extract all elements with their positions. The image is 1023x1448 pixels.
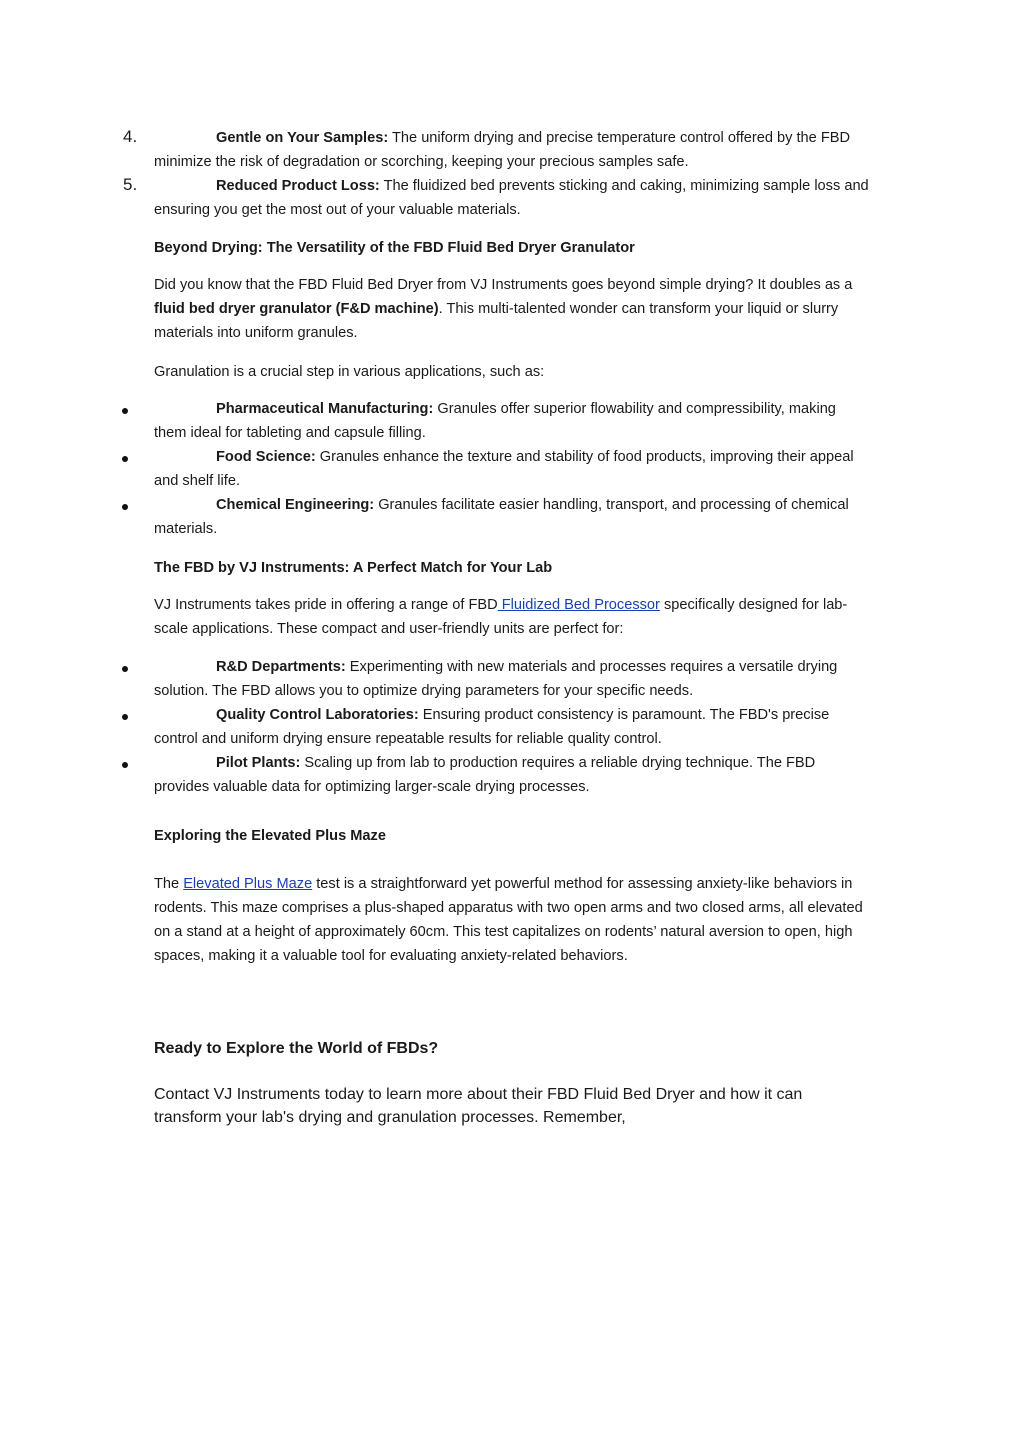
paragraph-text: The <box>154 876 184 892</box>
bullet-list-item <box>154 751 870 799</box>
bullet-list-item <box>154 445 870 493</box>
list-item-title: Pilot Plants: <box>216 755 301 771</box>
section-heading: Beyond Drying: The Versatility of the FBD Fluid Bed Dryer Granulator <box>154 240 635 256</box>
list-item-title: R&D Departments: <box>216 659 346 675</box>
numbered-list-item <box>154 126 870 174</box>
elevated-plus-maze-link[interactable]: Elevated Plus Maze <box>183 876 313 892</box>
paragraph <box>154 593 870 641</box>
list-item-title: Chemical Engineering: <box>216 497 375 513</box>
bullet-marker <box>122 714 128 720</box>
list-item-title: Pharmaceutical Manufacturing: <box>216 401 434 417</box>
bullet-marker <box>122 456 128 462</box>
paragraph-bold: fluid bed dryer granulator (F&D machine) <box>154 301 439 317</box>
list-item-text: Experimenting with new materials and processes requires a versatile drying solution. The FBD allows you to optimize drying parameters for your specific needs. <box>154 659 838 699</box>
bullet-marker <box>122 408 128 414</box>
bullet-marker <box>122 504 128 510</box>
list-item-text: Granules offer superior flowability and compressibility, making them ideal for tableting and capsule filling. <box>154 401 836 441</box>
bullet-marker <box>122 666 128 672</box>
section-heading: Exploring the Elevated Plus Maze <box>154 828 386 844</box>
list-item-text: The uniform drying and precise temperature control offered by the FBD minimize the risk of degradation or scorching, keeping your precious samples safe. <box>154 130 851 170</box>
bullet-list-item <box>154 397 870 445</box>
list-item-text: Scaling up from lab to production requires a reliable drying technique. The FBD provides valuable data for optimizing larger-scale drying processes. <box>154 755 816 795</box>
section-heading: The FBD by VJ Instruments: A Perfect Match for Your Lab <box>154 560 553 576</box>
section-heading: Ready to Explore the World of FBDs? <box>154 1040 439 1057</box>
bullet-list-item <box>154 655 870 703</box>
bullet-list-item <box>154 703 870 751</box>
paragraph: Contact VJ Instruments today to learn more about their FBD Fluid Bed Dryer and how it can transform your lab's drying and granulation processes. Remember, <box>154 1086 803 1126</box>
bullet-list-item <box>154 493 870 541</box>
list-item-text: Granules enhance the texture and stability of food products, improving their appeal and shelf life. <box>154 449 854 489</box>
paragraph-text: VJ Instruments takes pride in offering a range of FBD <box>154 597 498 613</box>
paragraph <box>154 273 870 345</box>
numbered-list-item <box>154 174 870 222</box>
list-item-title: Gentle on Your Samples: <box>216 130 389 146</box>
list-item-title: Food Science: <box>216 449 316 465</box>
list-number: 4. <box>123 127 138 146</box>
list-item-text: The fluidized bed prevents sticking and caking, minimizing sample loss and ensuring you get the most out of your valuable materials. <box>154 178 869 218</box>
list-item-title: Quality Control Laboratories: <box>216 707 419 723</box>
list-number: 5. <box>123 175 138 194</box>
list-item-text: Granules facilitate easier handling, transport, and processing of chemical materials. <box>154 497 849 537</box>
fluidized-bed-processor-link[interactable]: Fluidized Bed Processor <box>497 597 660 613</box>
paragraph: Granulation is a crucial step in various applications, such as: <box>154 364 545 380</box>
paragraph-text: specifically designed for lab-scale applications. These compact and user-friendly units are perfect for: <box>154 597 848 637</box>
paragraph-text: Did you know that the FBD Fluid Bed Dryer from VJ Instruments goes beyond simple drying? It doubles as a <box>154 277 853 293</box>
list-item-title: Reduced Product Loss: <box>216 178 380 194</box>
paragraph-text: test is a straightforward yet powerful method for assessing anxiety-like behaviors in rodents. This maze comprises a plus-shaped apparatus with two open arms and two closed arms, all elevated on a stand at a height of approximately 60cm. This test capitalizes on rodents’ natural aversion to open, high spaces, making it a valuable tool for evaluating anxiety-related behaviors. <box>154 876 863 964</box>
bullet-marker <box>122 762 128 768</box>
paragraph <box>154 872 870 968</box>
paragraph-text: . This multi-talented wonder can transform your liquid or slurry materials into uniform granules. <box>154 301 839 341</box>
list-item-text: Ensuring product consistency is paramount. The FBD's precise control and uniform drying ensure repeatable results for reliable quality control. <box>154 707 830 747</box>
